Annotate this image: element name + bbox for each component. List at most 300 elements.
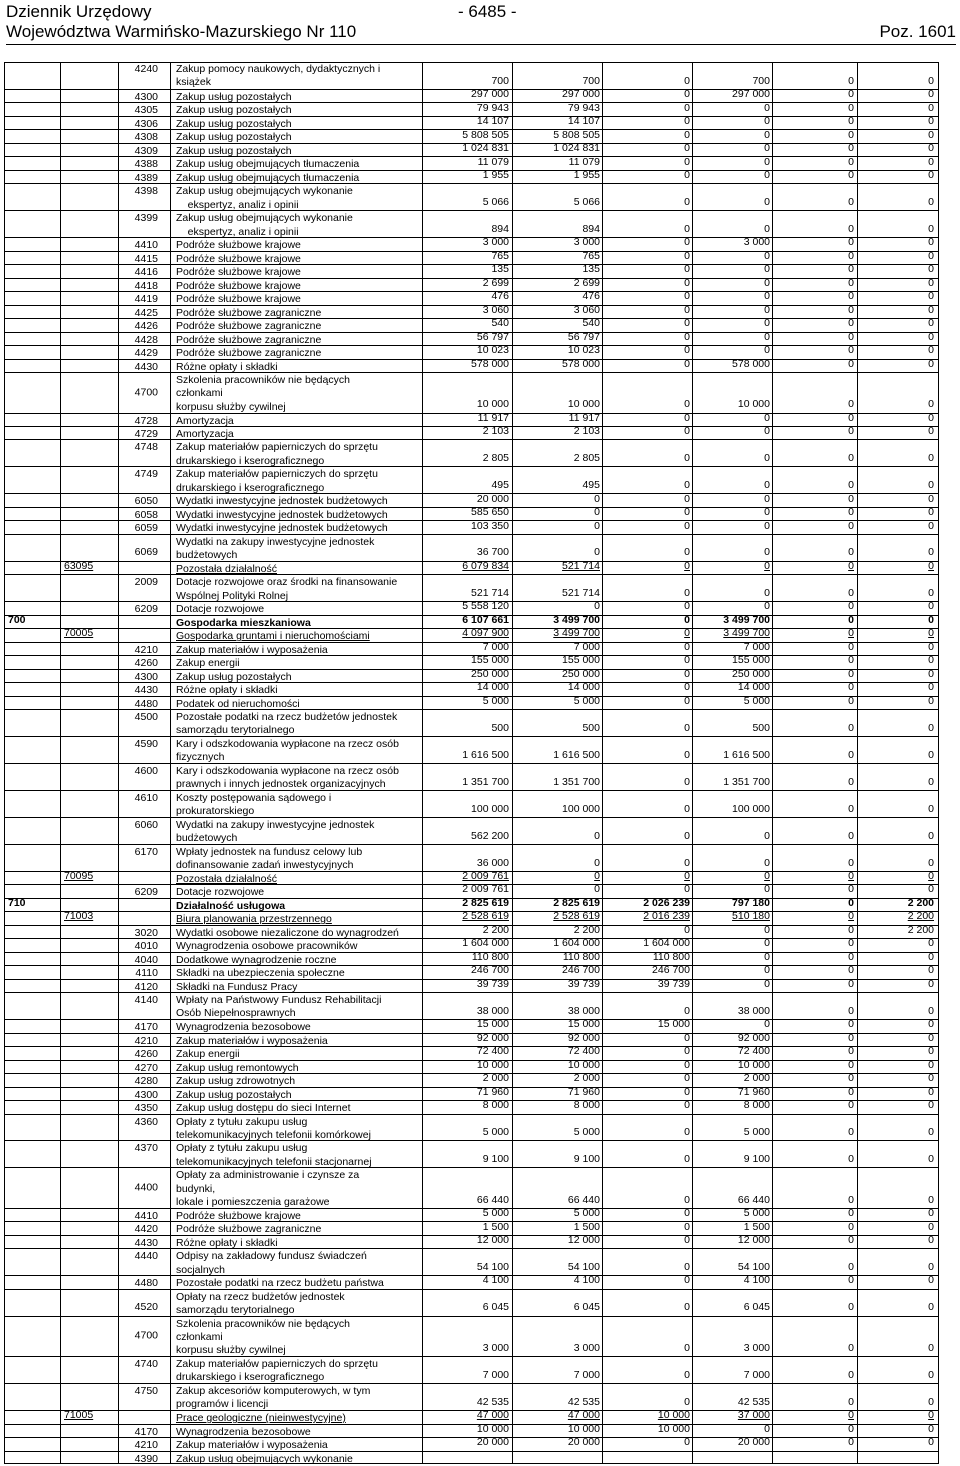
amount-cell: 38 000 [476,1004,509,1017]
amount-cell: 0 [928,317,934,330]
amount-cell: 0 [684,1045,690,1058]
amount-cell: 0 [764,101,770,114]
amount-cell: 10 000 [737,1058,770,1071]
amount-cell: 2 805 [482,452,509,465]
table-row [4,979,939,992]
amount-cell: 0 [848,1018,854,1031]
table-row [4,372,939,412]
table-row [4,615,939,628]
amount-cell: 0 [928,344,934,357]
amount-cell: 521 714 [562,586,600,599]
amount-cell: 3 000 [573,236,600,249]
amount-cell: 0 [684,195,690,208]
paragraph-code: 4110 [135,967,158,980]
amount-cell: 3 060 [573,303,600,316]
table-row [4,1437,939,1450]
amount-cell: 0 [848,425,854,438]
table-row [4,844,939,871]
amount-cell: 0 [848,1126,854,1139]
amount-cell: 10 000 [476,1058,509,1071]
amount-cell: 0 [684,1193,690,1206]
amount-cell: 0 [928,681,934,694]
amount-cell: 5 000 [743,1207,770,1220]
item-name: Zakup usług zdrowotnych [176,1075,296,1088]
amount-cell: 0 [848,169,854,182]
paragraph-code: 4309 [134,144,158,157]
amount-cell: 3 000 [482,1341,509,1354]
amount-cell: 0 [928,1341,934,1354]
amount-cell: 135 [582,263,600,276]
amount-cell: 0 [928,1099,934,1112]
amount-cell: 54 100 [567,1260,600,1273]
paragraph-code: 4430 [134,684,158,697]
amount-cell: 3 000 [743,1341,770,1354]
amount-cell: 0 [684,1004,690,1017]
amount-cell: 14 000 [737,681,770,694]
amount-cell: 2 528 619 [462,910,509,923]
table-row [4,332,939,345]
amount-cell: 0 [684,1368,690,1381]
amount-cell: 0 [928,249,934,262]
amount-cell: 2 000 [482,1072,509,1085]
amount-cell: 250 000 [562,667,600,680]
amount-cell: 10 000 [737,398,770,411]
amount-cell: 66 440 [737,1193,770,1206]
table-row [4,1410,939,1423]
amount-cell: 0 [684,330,690,343]
item-name: Podróże służbowe krajowe [176,239,301,252]
table-row [4,1451,939,1464]
item-name: Kary i odszkodowania wypłacone na rzecz osób prawnych i innych jednostek organizacyjnych [176,765,399,791]
paragraph-code: 6209 [134,603,158,616]
amount-cell: 297 000 [562,88,600,101]
paragraph-code: 4520 [134,1301,158,1314]
amount-cell: 0 [928,88,934,101]
item-name: Zakup usług dostępu do sieci Internet [176,1102,351,1115]
amount-cell: 0 [848,883,854,896]
item-name: Amortyzacja [176,427,234,440]
table-row [4,1235,939,1248]
amount-cell: 5 000 [743,1126,770,1139]
amount-cell: 0 [848,748,854,761]
table-row [4,264,939,277]
amount-cell: 1 616 500 [553,748,600,761]
amount-cell: 0 [928,222,934,235]
amount-cell: 0 [848,492,854,505]
amount-cell: 0 [848,910,854,923]
amount-cell: 5 000 [573,694,600,707]
paragraph-code: 4300 [134,1088,158,1101]
chapter-code: 71005 [64,1409,94,1422]
amount-cell: 10 000 [567,1058,600,1071]
item-name: Zakup usług pozostałych [176,670,292,683]
amount-cell: 0 [928,142,934,155]
amount-cell: 0 [848,694,854,707]
amount-cell: 0 [928,600,934,613]
amount-cell: 0 [684,654,690,667]
amount-cell: 0 [764,856,770,869]
amount-cell: 1 604 000 [643,937,690,950]
item-name: Zakup usług pozostałych [176,131,292,144]
paragraph-code: 4426 [134,320,158,333]
amount-cell: 0 [848,74,854,87]
amount-cell: 0 [928,640,934,653]
amount-cell: 0 [928,559,934,572]
amount-cell: 0 [684,1058,690,1071]
table-row [4,507,939,520]
paragraph-code: 4410 [134,239,158,252]
amount-cell: 0 [848,1301,854,1314]
amount-cell: 250 000 [471,667,509,680]
amount-cell: 2 699 [482,276,509,289]
amount-cell: 0 [764,492,770,505]
amount-cell: 797 180 [732,896,770,909]
amount-cell: 0 [928,101,934,114]
amount-cell: 0 [764,519,770,532]
amount-cell: 14 107 [476,115,509,128]
amount-cell: 135 [491,263,509,276]
amount-cell: 0 [928,856,934,869]
amount-cell: 0 [684,88,690,101]
amount-cell: 0 [764,546,770,559]
amount-cell: 10 000 [476,398,509,411]
item-name: Podróże służbowe krajowe [176,293,301,306]
table-row [4,1019,939,1032]
amount-cell: 0 [928,1207,934,1220]
amount-cell: 0 [928,1436,934,1449]
amount-cell: 2 200 [573,923,600,936]
amount-cell: 2 200 [907,923,934,936]
table-row [4,1383,939,1410]
amount-cell: 56 797 [567,330,600,343]
amount-cell: 42 535 [567,1395,600,1408]
paragraph-code: 4010 [134,940,158,953]
table-row [4,278,939,291]
amount-cell: 1 616 500 [723,748,770,761]
item-name: Wynagrodzenia osobowe pracowników [176,940,358,953]
table-row [4,736,939,763]
amount-cell: 2 200 [907,910,934,923]
amount-cell: 0 [848,155,854,168]
table-row [4,1221,939,1234]
amount-cell: 0 [928,748,934,761]
amount-cell: 2 103 [482,425,509,438]
amount-cell: 0 [928,1031,934,1044]
amount-cell: 0 [764,195,770,208]
paragraph-code: 4390 [134,1452,158,1465]
amount-cell: 47 000 [567,1409,600,1422]
paragraph-code: 4260 [134,1048,158,1061]
amount-cell: 0 [764,317,770,330]
amount-cell: 0 [928,425,934,438]
amount-cell: 14 000 [476,681,509,694]
amount-cell: 103 350 [471,519,509,532]
item-name: Podróże służbowe zagraniczne [176,320,322,333]
amount-cell: 0 [928,398,934,411]
amount-cell: 894 [491,222,509,235]
item-name: Pozostałe podatki na rzecz budżetu państwa [176,1277,384,1290]
table-row [4,952,939,965]
amount-cell: 0 [684,142,690,155]
amount-cell: 110 800 [562,950,600,963]
paragraph-code: 4700 [134,386,158,399]
amount-cell: 0 [684,1260,690,1273]
paragraph-code: 4410 [134,1209,158,1222]
amount-cell: 585 650 [471,506,509,519]
amount-cell: 10 000 [657,1422,690,1435]
amount-cell: 0 [848,1004,854,1017]
amount-cell: 2 009 761 [462,870,509,883]
table-row [4,345,939,358]
amount-cell: 0 [684,775,690,788]
amount-cell: 36 700 [476,546,509,559]
paragraph-code: 4240 [134,63,158,75]
paragraph-code: 4429 [134,347,158,360]
amount-cell: 1 500 [482,1220,509,1233]
paragraph-code: 4140 [134,994,158,1007]
item-name: Podróże służbowe zagraniczne [176,1223,322,1236]
amount-cell: 0 [594,870,600,883]
amount-cell: 0 [764,276,770,289]
amount-cell: 2 825 619 [553,896,600,909]
amount-cell: 0 [848,870,854,883]
amount-cell: 0 [764,479,770,492]
amount-cell: 100 000 [562,802,600,815]
amount-cell: 0 [928,155,934,168]
amount-cell: 56 797 [476,330,509,343]
amount-cell: 0 [684,169,690,182]
table-row [4,1424,939,1437]
table-row [4,237,939,250]
amount-cell: 1 500 [573,1220,600,1233]
amount-cell: 0 [928,128,934,141]
item-name: Koszty postępowania sądowego i prokuratorskiego [176,791,332,818]
paragraph-code: 6058 [134,508,158,521]
amount-cell: 0 [928,694,934,707]
amount-cell: 2 000 [573,1072,600,1085]
amount-cell: 2 200 [907,896,934,909]
amount-cell: 0 [684,694,690,707]
paragraph-code: 4419 [134,293,158,306]
amount-cell: 0 [684,1301,690,1314]
item-name: Gospodarka gruntami i nieruchomościami [176,630,370,643]
item-name: Wynagrodzenia bezosobowe [176,1021,311,1034]
amount-cell: 0 [684,613,690,626]
table-row [4,291,939,304]
amount-cell: 0 [848,654,854,667]
amount-cell: 0 [848,88,854,101]
amount-cell: 0 [594,546,600,559]
amount-cell: 71 960 [476,1085,509,1098]
amount-cell: 0 [928,1368,934,1381]
amount-cell: 0 [848,411,854,424]
table-row [4,790,939,817]
amount-cell: 0 [928,1072,934,1085]
amount-cell: 0 [848,519,854,532]
amount-cell: 0 [684,667,690,680]
paragraph-code: 4425 [134,306,158,319]
amount-cell: 5 000 [482,1126,509,1139]
paragraph-code: 4388 [134,158,158,171]
paragraph-code: 6209 [134,886,158,899]
amount-cell: 0 [928,1274,934,1287]
item-name: Zakup materiałów papierniczych do sprzętu drukarskiego i kserograficznego [176,1358,378,1384]
amount-cell: 0 [684,492,690,505]
amount-cell: 0 [928,546,934,559]
amount-cell: 0 [684,1341,690,1354]
chapter-code: 70095 [64,870,94,883]
amount-cell: 0 [684,1072,690,1085]
paragraph-code: 4610 [134,791,158,804]
table-row [4,305,939,318]
amount-cell: 0 [928,74,934,87]
amount-cell: 2 016 239 [643,910,690,923]
table-row [4,574,939,601]
paragraph-code: 4416 [134,266,158,279]
amount-cell: 38 000 [737,1004,770,1017]
paragraph-code: 4350 [134,1102,158,1115]
amount-cell: 3 000 [743,236,770,249]
amount-cell: 0 [848,317,854,330]
amount-cell: 5 808 505 [553,128,600,141]
paragraph-code: 4210 [134,1439,158,1452]
amount-cell: 0 [848,1153,854,1166]
table-row [4,1060,939,1073]
amount-cell: 1 604 000 [553,937,600,950]
amount-cell: 540 [582,317,600,330]
paragraph-code: 4210 [134,1034,158,1047]
item-name: Zakup usług pozostałych [176,117,292,130]
item-name: Wydatki osobowe niezaliczone do wynagrodzeń [176,926,399,939]
paragraph-code: 4480 [134,1277,158,1290]
paragraph-code: 6050 [134,495,158,508]
amount-cell: 0 [928,964,934,977]
amount-cell: 14 000 [567,681,600,694]
amount-cell: 0 [848,856,854,869]
paragraph-code: 4040 [134,953,158,966]
amount-cell: 2 200 [482,923,509,936]
item-name: Dotacje rozwojowe [176,886,265,899]
amount-cell: 0 [848,1395,854,1408]
table-row [4,1073,939,1086]
item-name: Zakup materiałów i wyposażenia [176,1034,328,1047]
amount-cell: 54 100 [476,1260,509,1273]
amount-cell: 0 [594,519,600,532]
amount-cell: 0 [848,775,854,788]
amount-cell: 6 045 [573,1301,600,1314]
amount-cell: 20 000 [476,1436,509,1449]
amount-cell: 0 [684,923,690,936]
item-name: Wydatki na zakupy inwestycyjne jednostek budżetowych [176,535,375,562]
paragraph-code: 4700 [134,1329,158,1342]
amount-cell: 5 066 [573,195,600,208]
amount-cell: 0 [764,964,770,977]
amount-cell: 100 000 [732,802,770,815]
amount-cell: 11 917 [477,411,509,424]
amount-cell: 0 [928,452,934,465]
amount-cell: 0 [764,128,770,141]
item-name: Wydatki inwestycyjne jednostek budżetowych [176,495,388,508]
amount-cell: 0 [684,344,690,357]
amount-cell: 92 000 [567,1031,600,1044]
amount-cell: 0 [684,519,690,532]
table-row [4,534,939,561]
amount-cell: 0 [848,142,854,155]
table-row [4,938,939,951]
amount-cell: 578 000 [471,357,509,370]
amount-cell: 0 [848,330,854,343]
amount-cell: 297 000 [471,88,509,101]
amount-cell: 0 [928,1220,934,1233]
table-row [4,1046,939,1059]
amount-cell: 39 739 [567,977,600,990]
table-row [4,156,939,169]
amount-cell: 765 [491,249,509,262]
paragraph-code: 4305 [134,104,158,117]
paragraph-code: 4398 [134,185,158,198]
amount-cell: 0 [764,115,770,128]
amount-cell: 0 [848,290,854,303]
amount-cell: 0 [764,263,770,276]
table-row [4,1140,939,1167]
amount-cell: 476 [491,290,509,303]
amount-cell: 0 [848,128,854,141]
amount-cell: 0 [684,411,690,424]
item-name: Opłaty z tytułu zakupu usług telekomunikacyjnych telefonii komórkowej [176,1115,371,1141]
item-name: Wpłaty na Państwowy Fundusz Rehabilitacji Osób Niepełnosprawnych [176,994,382,1020]
amount-cell: 0 [848,1409,854,1422]
amount-cell: 0 [928,357,934,370]
amount-cell: 0 [764,870,770,883]
amount-cell: 0 [764,937,770,950]
amount-cell: 11 917 [568,411,600,424]
item-name: Podatek od nieruchomości [176,697,300,710]
item-name: Dotacje rozwojowe oraz środki na finansowanie Wspólnej Polityki Rolnej [176,576,398,602]
amount-cell: 10 000 [567,398,600,411]
paragraph-code: 4430 [134,1236,158,1249]
amount-cell: 0 [594,856,600,869]
amount-cell: 0 [684,1153,690,1166]
amount-cell: 5 000 [743,694,770,707]
paragraph-code: 4740 [134,1358,158,1371]
table-row [4,210,939,237]
amount-cell: 0 [928,303,934,316]
amount-cell: 0 [764,1018,770,1031]
item-name: Podróże służbowe krajowe [176,266,301,279]
amount-cell: 0 [684,74,690,87]
item-name: Podróże służbowe zagraniczne [176,306,322,319]
amount-cell: 0 [684,398,690,411]
amount-cell: 0 [928,276,934,289]
amount-cell: 1 351 700 [462,775,509,788]
table-row [4,1114,939,1141]
journal-title-line1: Dziennik Urzędowy [6,2,152,21]
paragraph-code: 4749 [134,468,158,481]
amount-cell: 0 [684,155,690,168]
table-row [4,183,939,210]
amount-cell: 2 528 619 [553,910,600,923]
amount-cell: 510 180 [732,910,770,923]
item-name: Zakup energii [176,657,240,670]
paragraph-code: 6069 [134,546,158,559]
amount-cell: 0 [684,1395,690,1408]
table-row [4,1356,939,1383]
paragraph-code: 4750 [134,1385,158,1398]
amount-cell: 700 [582,74,600,87]
item-name: Dotacje rozwojowe [176,603,265,616]
item-name: Zakup usług obejmujących tłumaczenia [176,171,360,184]
table-row [4,628,939,641]
